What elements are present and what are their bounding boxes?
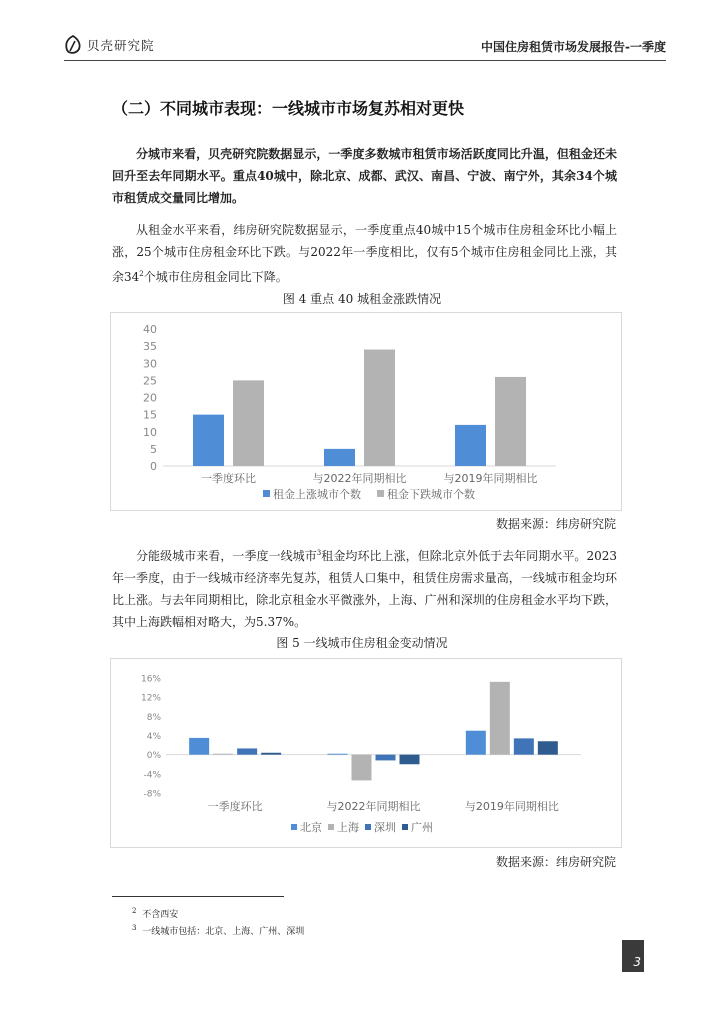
paragraph-2-text-b: 个城市住房租金同比下降。 [143, 270, 288, 284]
legend-swatch [402, 824, 408, 830]
y-tick-label: 20 [143, 391, 157, 405]
legend-label: 深圳 [374, 821, 396, 834]
legend-swatch [263, 490, 270, 497]
brand-logo [64, 34, 155, 56]
bar-rising [193, 415, 224, 466]
figure-5-chart [110, 658, 622, 848]
bar-shenzhen [237, 748, 257, 754]
x-tick-label: 与2022年同期相比 [312, 472, 407, 485]
x-tick-label: 一季度环比 [207, 800, 263, 813]
bar-guangzhou [538, 741, 558, 754]
report-title: 中国住房租赁市场发展报告-一季度 [481, 40, 666, 54]
y-tick-label: -8% [143, 789, 161, 800]
legend-label: 北京 [300, 821, 322, 834]
bar-guangzhou [400, 755, 420, 765]
legend-label: 租金上涨城市个数 [273, 488, 361, 501]
footnote-text: 一线城市包括：北京、上海、广州、深圳 [142, 927, 305, 937]
paragraph-2 [112, 219, 617, 288]
paragraph-1: 分城市来看，贝壳研究院数据显示，一季度多数城市租赁市场活跃度同比升温，但租金还未回升至去年同期水平。重点40城中，除北京、成都、武汉、南昌、宁波、南宁外，其余34个城市租赁成交量同比增加。 [112, 147, 617, 205]
y-tick-label: 4% [146, 732, 161, 742]
chart-5-svg [111, 659, 621, 847]
paragraph-3 [112, 542, 617, 633]
footnote-text: 不含西安 [142, 910, 179, 920]
legend-label: 租金下跌城市个数 [387, 488, 475, 501]
legend-swatch [377, 490, 384, 497]
y-tick-label: 10 [143, 425, 157, 439]
footnote-mark: 3 [132, 924, 137, 932]
chart-4-svg [111, 313, 621, 510]
bar-falling [233, 380, 264, 466]
bar-shanghai [490, 682, 510, 755]
footnote-ref-2: 2 [139, 270, 144, 278]
footnote-divider [112, 896, 284, 897]
footnote-3 [132, 922, 304, 939]
y-tick-label: -4% [143, 770, 161, 781]
y-tick-label: 35 [143, 340, 157, 354]
x-tick-label: 一季度环比 [201, 472, 256, 485]
y-tick-label: 0% [146, 751, 161, 762]
figure-4-chart [110, 312, 622, 511]
y-tick-label: 5 [150, 442, 157, 456]
x-tick-label: 与2019年同期相比 [443, 472, 538, 485]
y-tick-label: 40 [143, 323, 157, 336]
bar-shanghai [213, 754, 233, 755]
header-divider [64, 60, 666, 61]
legend-swatch [291, 824, 297, 830]
y-tick-label: 8% [146, 712, 161, 723]
y-tick-label: 0 [150, 460, 157, 473]
footnote-mark: 2 [132, 907, 137, 915]
logo-text: 贝壳研究院 [87, 38, 155, 53]
page-number: 3 [633, 955, 641, 969]
footnote-ref-3: 3 [316, 549, 322, 557]
bar-shenzhen [514, 738, 534, 754]
section-heading: （二）不同城市表现：一线城市市场复苏相对更快 [112, 99, 465, 118]
paragraph-3-text-b: 租金均环比上涨，但除北京外低于去年同期水平。2023年一季度，由于一线城市经济率先复苏，租赁人口集中，租赁住房需求量高，一线城市租金均环比上涨。与去年同期相比，除北京租金水平微涨外，上海、广州和深圳的住房租金水平均下跌，其中上海跌幅相对略大，为5.37%。 [112, 549, 617, 629]
paragraph-3-text-a: 分能级城市来看，一季度一线城市 [136, 549, 317, 563]
leaf-logo-icon [64, 35, 82, 55]
x-tick-label: 与2019年同期相比 [464, 800, 559, 813]
bar-beijing [466, 731, 486, 755]
y-tick-label: 16% [140, 674, 161, 685]
y-tick-label: 15 [143, 408, 157, 422]
bar-rising [324, 449, 355, 466]
figure-5-source: 数据来源：纬房研究院 [495, 855, 616, 869]
bar-rising [455, 425, 486, 466]
legend-swatch [365, 824, 371, 830]
bar-beijing [328, 754, 348, 755]
footnote-2 [132, 905, 178, 922]
y-tick-label: 30 [143, 357, 157, 371]
bar-guangzhou [261, 753, 281, 755]
legend-label: 上海 [337, 821, 359, 834]
x-tick-label: 与2022年同期相比 [326, 800, 421, 813]
bar-falling [495, 377, 526, 466]
figure-4-caption: 图 4 重点 40 城租金涨跌情况 [282, 292, 442, 306]
bar-falling [364, 350, 395, 466]
bar-shenzhen [376, 755, 396, 761]
paragraph-2-text-a: 从租金水平来看，纬房研究院数据显示，一季度重点40城中15个城市住房租金环比小幅上涨，25个城市住房租金环比下跌。与2022年一季度相比，仅有5个城市住房租金同比上涨，其余34 [112, 223, 617, 284]
bar-shanghai [352, 755, 372, 781]
bar-beijing [189, 738, 209, 755]
figure-5-caption: 图 5 一线城市住房租金变动情况 [276, 636, 448, 650]
figure-4-source: 数据来源：纬房研究院 [495, 517, 616, 531]
y-tick-label: 25 [143, 374, 157, 388]
legend-swatch [328, 824, 334, 830]
page-number-box [622, 940, 644, 972]
y-tick-label: 12% [140, 693, 161, 704]
legend-label: 广州 [411, 821, 433, 834]
